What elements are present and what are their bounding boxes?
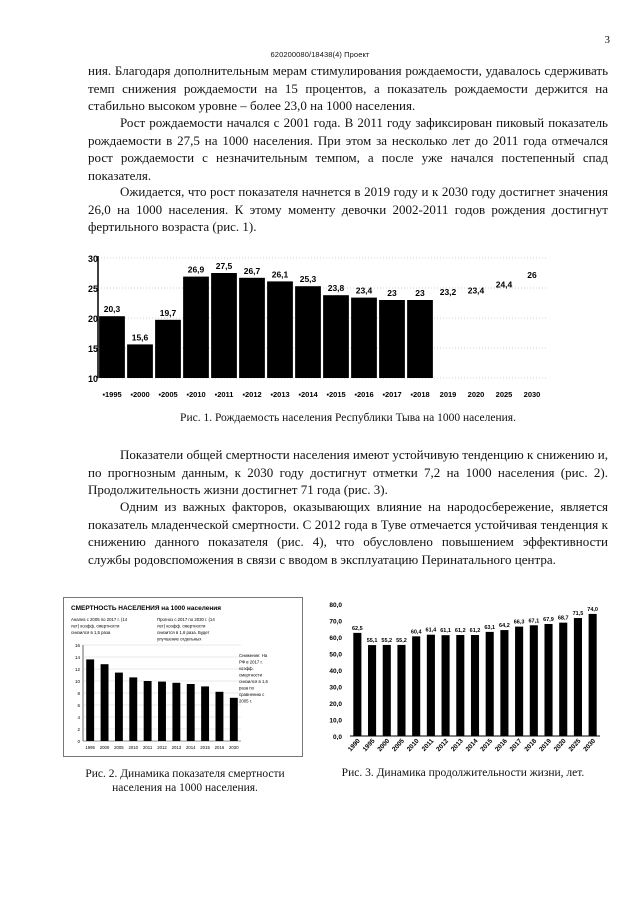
y-tick-label: 8: [77, 691, 80, 696]
data-label: 60,4: [410, 629, 422, 636]
paragraph-1: ния. Благодаря дополнительным мерам стимулирования рождаемости, удавалось сдерживать темп снижения рождаемости на 15 процентов, а показатель рождаемости держится на стабильно высоком уровне – более 23,0 на 1000 населения.: [88, 63, 608, 113]
data-label: 26,1: [271, 269, 289, 280]
x-tick-label: 2000: [376, 737, 392, 754]
y-tick-label: 20: [88, 314, 99, 324]
x-tick-label: ▪2014: [298, 390, 318, 399]
data-label: 23,8: [327, 283, 345, 294]
x-tick-label: 2020: [467, 390, 485, 399]
x-tick-label: 2014: [185, 745, 196, 750]
x-tick-label: 2030: [523, 390, 541, 399]
bar: [351, 298, 377, 378]
bar: [230, 698, 238, 741]
bar: [500, 630, 508, 736]
data-label: 61,2: [454, 628, 466, 635]
y-tick-label: 10,0: [329, 717, 342, 725]
chart-note: коэфф.: [239, 666, 254, 671]
x-tick-label: 2025: [567, 737, 583, 754]
x-tick-label: ▪2017: [382, 390, 402, 399]
bar: [427, 635, 435, 736]
x-tick-label: ▪2012: [242, 390, 262, 399]
data-label: 64,2: [499, 623, 510, 630]
bar: [155, 320, 181, 378]
y-tick-label: 10: [74, 679, 80, 684]
bar: [530, 625, 538, 736]
chart-note: смертности: [239, 672, 263, 678]
chart-note: 2005 г.: [239, 698, 252, 704]
data-label: 25,3: [299, 274, 317, 285]
bar: [589, 614, 597, 736]
chart-note: снизился в 1,6: [239, 679, 268, 684]
y-tick-label: 25: [88, 284, 99, 294]
bar: [129, 677, 137, 741]
data-label: 68,7: [557, 615, 569, 622]
x-tick-label: ▪2016: [354, 390, 374, 399]
x-tick-label: ▪1995: [102, 390, 122, 399]
x-tick-label: 2010: [128, 745, 139, 750]
x-tick-label: 2017: [508, 737, 524, 754]
data-label: 61,2: [469, 628, 481, 635]
bar: [115, 673, 123, 741]
document-id: 620200080/18438(4) Проект: [270, 50, 370, 59]
x-tick-label: 2015: [200, 745, 210, 750]
data-label: 15,6: [131, 332, 149, 343]
data-label: 19,7: [159, 307, 177, 318]
data-label: 24,4: [495, 279, 513, 290]
bar: [544, 624, 552, 736]
x-tick-label: 2005: [391, 737, 406, 754]
chart-note: снизился в 1,5 раза: [71, 630, 111, 635]
bar: [515, 627, 523, 736]
x-tick-label: 2012: [157, 745, 167, 750]
y-tick-label: 2: [77, 727, 80, 732]
y-tick-label: 60,0: [329, 635, 342, 642]
x-tick-label: ▪2015: [326, 390, 346, 399]
y-tick-label: 20,0: [329, 701, 342, 708]
data-label: 23,4: [355, 285, 373, 296]
data-label: 66,3: [513, 619, 525, 626]
y-tick-label: 50,0: [329, 651, 342, 659]
data-label: 27,5: [215, 261, 233, 271]
bar: [574, 618, 582, 736]
paragraph-2: Рост рождаемости начался с 2001 года. В 2011 году зафиксирован пиковый показатель рождаемости в 27,5 на 1000 населения. При этом за несколько лет до 2011 года отмечался рост рождаемости с незначительным темпом, а после уже начался постепенный спад показателя.: [88, 115, 608, 183]
x-tick-label: ▪2010: [186, 390, 206, 399]
bar: [379, 300, 405, 378]
bar: [101, 664, 109, 741]
figure-2-caption-line1: Рис. 2. Динамика показателя смертности: [85, 768, 285, 780]
data-label: 67,1: [528, 618, 540, 625]
x-tick-label: 1995: [361, 737, 377, 754]
chart-note: Прогноз с 2017 по 2030 г. (14: [157, 617, 215, 622]
x-tick-label: ▪2013: [270, 390, 290, 399]
x-tick-label: 2014: [464, 737, 480, 754]
x-tick-label: 2012: [435, 737, 451, 754]
x-tick-label: 1995: [85, 745, 95, 750]
x-tick-label: 2019: [538, 737, 554, 754]
data-label: 62,5: [351, 625, 363, 632]
x-tick-label: 2011: [143, 745, 153, 750]
x-tick-label: 2016: [494, 737, 509, 754]
bar: [486, 632, 494, 736]
bar: [211, 273, 237, 378]
chart-title: СМЕРТНОСТЬ НАСЕЛЕНИЯ на 1000 населения: [71, 605, 222, 612]
bar: [183, 277, 209, 378]
x-tick-label: 2020: [552, 737, 568, 754]
y-tick-label: 30,0: [329, 684, 342, 692]
data-label: 55,2: [381, 637, 393, 644]
data-label: 23,4: [467, 285, 485, 296]
bar: [172, 683, 180, 741]
bar: [127, 344, 153, 378]
life-expectancy-chart: [318, 596, 608, 766]
x-tick-label: 2013: [171, 745, 182, 750]
x-tick-label: 2016: [214, 745, 225, 750]
data-label: 26,9: [187, 264, 205, 275]
y-tick-label: 4: [77, 715, 80, 720]
chart-note: РФ в 2017 г.: [239, 659, 263, 665]
y-tick-label: 14: [74, 655, 80, 660]
figure-2-caption-line2: населения на 1000 населения.: [112, 782, 258, 794]
data-label: 61,1: [440, 628, 451, 635]
paragraph-5: Одним из важных факторов, оказывающих влияние на народосбережение, является показатель младенческой смертности. С 2012 года в Туве отмечается устойчивая тенденция к снижению данного показателя (рис. 4), что обусловлено повышением эффективности службы родовспоможения в связи с вводом в эксплуатацию Перинатального центра.: [88, 499, 608, 567]
bar: [353, 633, 361, 736]
bar: [216, 692, 224, 741]
x-tick-label: 2025: [495, 390, 513, 399]
y-tick-label: 40,0: [329, 668, 342, 675]
data-label: 23: [387, 288, 397, 298]
bar: [239, 278, 265, 378]
y-tick-label: 0: [77, 739, 80, 744]
page-number: 3: [604, 34, 610, 46]
data-label: 26: [527, 270, 537, 280]
x-tick-label: 2000: [99, 745, 110, 750]
bar: [295, 286, 321, 378]
chart-note: Снижение: На: [239, 653, 268, 658]
data-label: 71,5: [572, 611, 584, 618]
bar: [407, 300, 433, 378]
bar: [559, 623, 567, 736]
bar: [442, 635, 450, 736]
data-label: 23,2: [439, 286, 457, 297]
bar: [99, 316, 125, 378]
paragraph-3: Ожидается, что рост показателя начнется в 2019 году и к 2030 году достигнет значения 26,0 на 1000 населения. К этому моменту девочки 2002-2011 годов рождения достигнут фертильного возраста (рис. 1).: [88, 184, 608, 234]
x-tick-label: ▪2011: [214, 390, 234, 399]
data-label: 55,2: [396, 637, 407, 644]
chart-note: снизится в 1,6 раза. Будет: [157, 630, 210, 635]
y-tick-label: 10: [88, 374, 99, 384]
x-tick-label: 2019: [439, 390, 457, 399]
y-tick-label: 16: [74, 643, 80, 648]
figure-1-caption: Рис. 1. Рождаемость населения Республики Тыва на 1000 населения.: [180, 412, 516, 424]
bar: [201, 686, 209, 741]
x-tick-label: 2015: [479, 737, 495, 754]
x-tick-label: ▪2000: [130, 390, 150, 399]
chart-note: раза по: [239, 685, 255, 691]
y-tick-label: 80,0: [329, 602, 342, 609]
y-tick-label: 0,0: [332, 734, 342, 741]
bar: [397, 645, 405, 736]
y-tick-label: 6: [77, 703, 80, 708]
bar: [456, 635, 464, 736]
x-tick-label: ▪2005: [158, 390, 178, 399]
x-tick-label: 2030: [582, 737, 598, 754]
x-tick-label: 1990: [346, 737, 362, 754]
chart-note: улучшение отдельных: [157, 636, 202, 642]
data-label: 74,0: [587, 606, 599, 613]
bar: [412, 636, 420, 736]
figure-3-caption: Рис. 3. Динамика продолжительности жизни, лет.: [341, 767, 585, 779]
mortality-chart: [63, 597, 303, 757]
bar: [383, 645, 391, 736]
bar: [323, 295, 349, 378]
bar: [187, 684, 195, 741]
bar: [471, 635, 479, 736]
paragraph-4: Показатели общей смертности населения имеют устойчивую тенденцию к снижению и, по прогнозным данным, к 2030 году достигнут отметки 7,2 на 1000 населения (рис. 2). Продолжительность жизни достигнет 71 года (рис. 3).: [88, 447, 608, 497]
y-tick-label: 15: [88, 344, 99, 354]
x-tick-label: 2018: [523, 737, 539, 754]
x-tick-label: ▪2018: [410, 390, 430, 399]
data-label: 67,9: [543, 616, 554, 623]
x-tick-label: 2011: [420, 737, 436, 753]
bar: [86, 659, 94, 741]
bar: [368, 645, 376, 736]
y-tick-label: 30: [88, 254, 99, 264]
data-label: 26,7: [243, 265, 261, 276]
x-tick-label: 2030: [229, 745, 239, 750]
chart-note: лет) коэфф. смертности: [157, 623, 206, 629]
chart-note: лет) коэфф. смертности: [71, 623, 120, 629]
x-tick-label: 2013: [449, 737, 465, 754]
data-label: 55,1: [366, 638, 378, 645]
data-label: 63,1: [484, 624, 496, 631]
data-label: 20,3: [103, 304, 121, 315]
y-tick-label: 70,0: [329, 618, 342, 626]
chart-note: сравнению с: [239, 692, 265, 697]
figure-2-caption: [60, 767, 310, 795]
data-label: 61,4: [425, 627, 437, 634]
birth-rate-chart: [86, 248, 556, 403]
data-label: 23: [415, 288, 425, 298]
x-tick-label: 2010: [405, 737, 421, 754]
x-tick-label: 2005: [114, 745, 124, 750]
bar: [267, 281, 293, 378]
bar: [158, 682, 166, 741]
bar: [144, 681, 152, 741]
y-tick-label: 12: [74, 667, 80, 672]
chart-note: Анализ с 2005 по 2017 г. (14: [71, 617, 128, 622]
